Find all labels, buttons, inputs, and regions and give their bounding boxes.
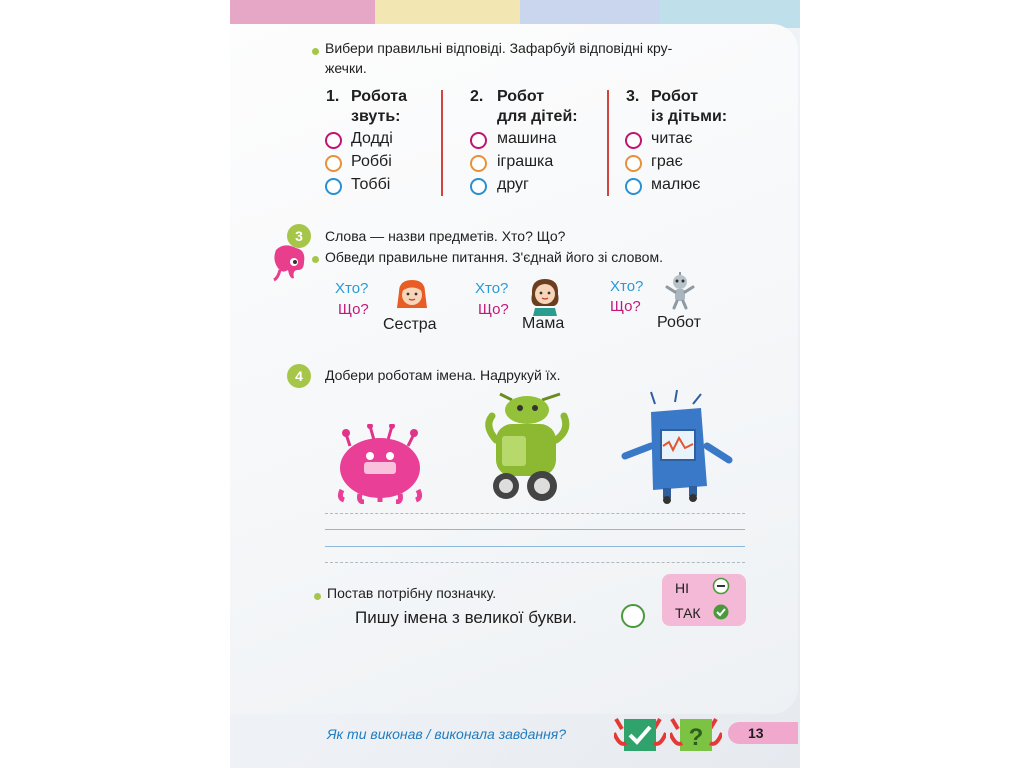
question-what[interactable]: Що? [478,301,509,318]
question-1-title-2: звуть: [351,108,401,125]
question-what[interactable]: Що? [338,301,369,318]
answer-circle[interactable] [325,132,342,149]
question-who[interactable]: Хто? [475,280,509,297]
word-label: Сестра [383,316,437,333]
bullet-dot [312,256,319,263]
blue-robot-icon [615,390,735,505]
answer-circle[interactable] [470,132,487,149]
statement-text: Пишу імена з великої букви. [355,608,577,627]
writing-line[interactable] [325,546,745,547]
task4-text: Добери роботам імена. Надрукуй їх. [325,367,561,383]
answer-circle[interactable] [325,178,342,195]
page-number: 13 [748,725,764,741]
option-label: друг [497,176,529,193]
legend-no-label: НІ [675,580,689,596]
question-2-number: 2. [470,88,484,105]
divider-line [441,90,443,196]
option-label: Роббі [351,153,392,170]
octopus-mascot-icon [270,240,310,284]
answer-circle[interactable] [470,155,487,172]
option-label: читає [651,130,693,147]
task3-text-1: Слова — назви предметів. Хто? Що? [325,228,566,244]
divider-line [607,90,609,196]
option-label: іграшка [497,153,554,170]
legend-yes-label: ТАК [675,605,701,621]
option-label: Тоббі [351,176,391,193]
task3-text-2: Обведи правильне питання. З'єднай його зі словом. [325,249,663,265]
instruction-line-2: жечки. [325,60,367,76]
answer-circle[interactable] [470,178,487,195]
mark-instruction: Постав потрібну позначку. [327,585,497,601]
question-3-title-2: із дітьми: [651,108,728,125]
option-label: машина [497,130,557,147]
girl-sister-icon [395,278,429,314]
answer-circle[interactable] [621,604,645,628]
option-label: грає [651,153,683,170]
question-2-title-2: для дітей: [497,108,578,125]
question-what[interactable]: Що? [610,298,641,315]
answer-circle[interactable] [625,178,642,195]
word-label: Робот [657,314,701,331]
option-label: Додді [351,130,393,147]
svg-text:?: ? [688,724,704,751]
writing-line[interactable] [325,529,745,530]
small-robot-icon [664,272,696,310]
task-number-badge: 4 [287,364,311,388]
cat-question-icon [670,713,722,755]
question-3-title: Робот [651,88,699,105]
option-label: малює [651,176,701,193]
woman-mama-icon [527,276,563,316]
green-robot-icon [482,390,572,505]
pink-robot-icon [330,424,430,504]
question-1-title: Робота [351,88,408,105]
footer-question: Як ти виконав / виконала завдання? [327,726,567,742]
instruction-line-1: Вибери правильні відповіді. Зафарбуй відповідні кру- [325,40,673,56]
answer-circle[interactable] [625,132,642,149]
task-number-badge: 3 [287,224,311,248]
answer-circle[interactable] [625,155,642,172]
writing-line[interactable] [325,562,745,563]
writing-line[interactable] [325,513,745,514]
bullet-dot [312,48,319,55]
question-who[interactable]: Хто? [610,278,644,295]
check-circle-icon [712,603,730,621]
cat-check-icon [614,713,666,755]
word-label: Мама [522,315,565,332]
question-1-number: 1. [326,88,340,105]
answer-circle[interactable] [325,155,342,172]
question-who[interactable]: Хто? [335,280,369,297]
question-3-number: 3. [626,88,640,105]
minus-circle-icon [712,577,730,595]
bullet-dot [314,593,321,600]
question-2-title: Робот [497,88,545,105]
